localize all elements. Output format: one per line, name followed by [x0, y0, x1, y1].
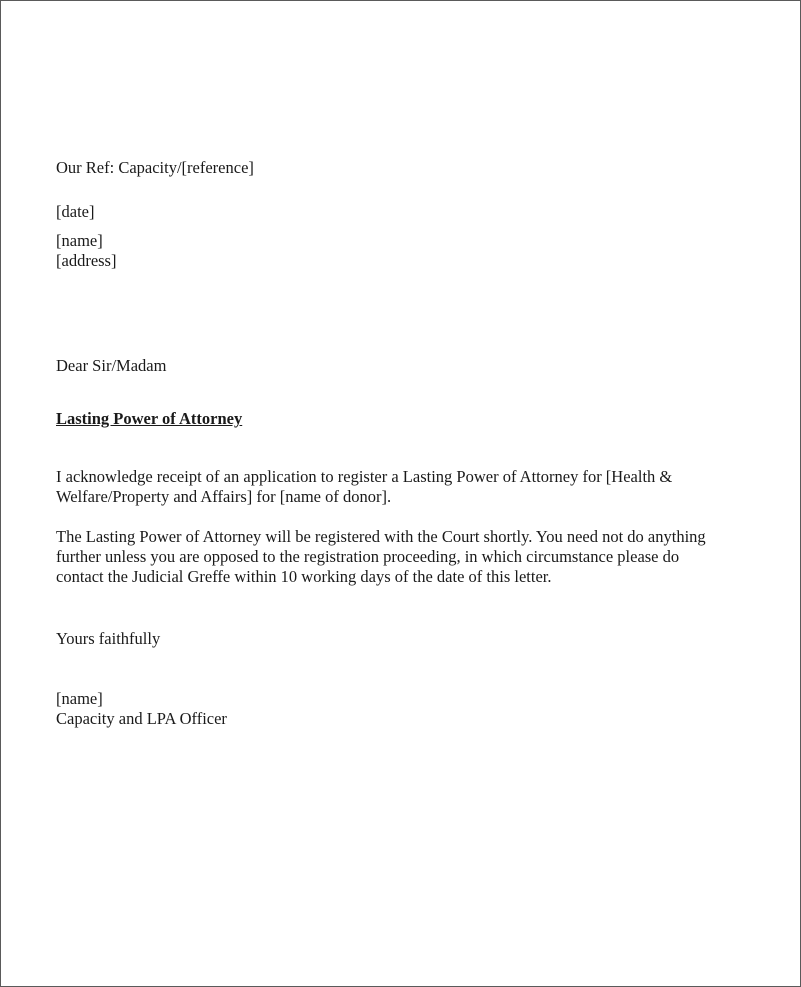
paragraph-registration	[56, 527, 756, 587]
signatory-title: Capacity and LPA Officer	[56, 709, 227, 728]
paragraph-line: Welfare/Property and Affairs] for [name of donor].	[56, 487, 392, 506]
recipient-address: [address]	[56, 251, 117, 270]
paragraph-line: I acknowledge receipt of an application to register a Lasting Power of Attorney for [Health &	[56, 467, 673, 486]
recipient-name: [name]	[56, 231, 103, 250]
signatory-name: [name]	[56, 689, 103, 708]
closing: Yours faithfully	[56, 629, 161, 648]
subject-heading: Lasting Power of Attorney	[56, 409, 243, 428]
salutation: Dear Sir/Madam	[56, 356, 167, 375]
reference-line: Our Ref: Capacity/[reference]	[56, 158, 254, 177]
paragraph-line: contact the Judicial Greffe within 10 working days of the date of this letter.	[56, 567, 552, 586]
paragraph-line: further unless you are opposed to the registration proceeding, in which circumstance please do	[56, 547, 680, 566]
date-line: [date]	[56, 202, 95, 221]
paragraph-acknowledgement	[56, 467, 756, 507]
paragraph-line: The Lasting Power of Attorney will be registered with the Court shortly. You need not do anything	[56, 527, 706, 546]
